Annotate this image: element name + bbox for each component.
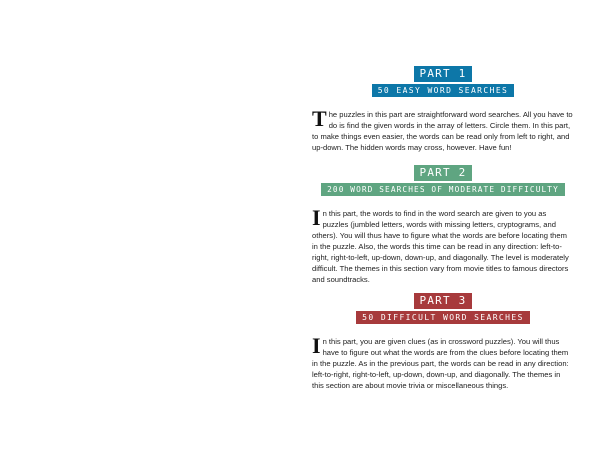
part-1-description	[312, 106, 574, 153]
part-3-label: PART 3	[414, 293, 473, 309]
part-3-description	[312, 333, 574, 391]
part-2-subtitle: 200 WORD SEARCHES OF MODERATE DIFFICULTY	[321, 183, 565, 196]
part-3-section	[312, 293, 574, 399]
part-1-section	[312, 66, 574, 161]
part-1-label: PART 1	[414, 66, 473, 82]
part-1-subtitle: 50 EASY WORD SEARCHES	[372, 84, 515, 97]
part-3-subtitle: 50 DIFFICULT WORD SEARCHES	[356, 311, 530, 324]
part-1-drop-cap: T	[312, 106, 327, 131]
part-2-section	[312, 165, 574, 293]
part-2-drop-cap: I	[312, 205, 321, 230]
part-2-body: n this part, the words to find in the word search are given to you as puzzles (jumbled letters, words with missing letters, cryptograms, and others). You will thus have to figure what the words are before locating them in the puzzle. Also, the words this time can be read in any direction: left-to-right, right-to-left, up-down, down-up, and diagonally. The level is moderately difficult. The themes in this section vary from movie titles to famous directors and soundtracks.	[312, 209, 569, 284]
part-2-description	[312, 205, 574, 285]
part-3-drop-cap: I	[312, 333, 321, 358]
part-2-label: PART 2	[414, 165, 473, 181]
part-1-body: he puzzles in this part are straightforward word searches. All you have to do is find the given words in the array of letters. Circle them. In this part, to make things even easier, the words can be read only from left to right, and up-down. The hidden words may cross, however. Have fun!	[312, 110, 573, 152]
part-3-body: n this part, you are given clues (as in crossword puzzles). You will thus have to figure out what the words are from the clues before locating them in the puzzle. As in the previous part, the words can be read in any direction: left-to-right, right-to-left, up-down, down-up, and diagonally. The themes in this section are about movie trivia or miscellaneous things.	[312, 337, 569, 390]
